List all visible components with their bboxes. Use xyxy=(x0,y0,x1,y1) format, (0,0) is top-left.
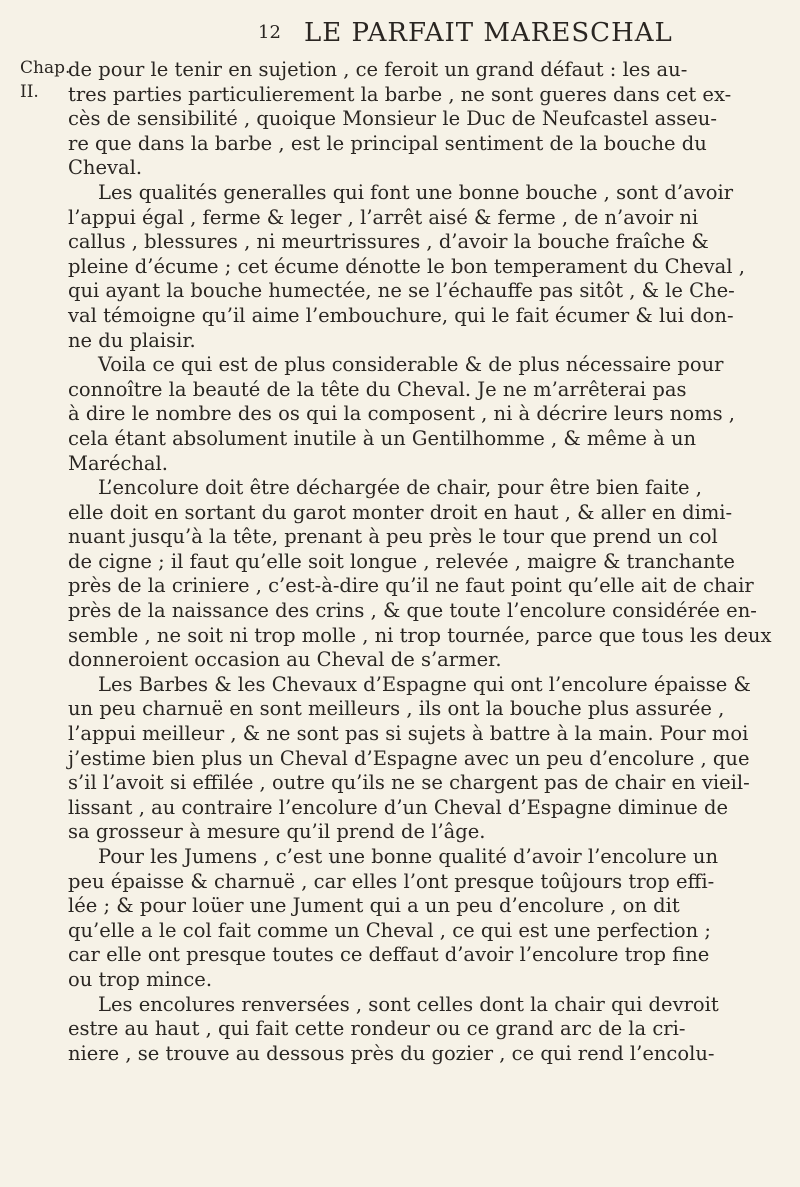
text-line: l’appui meilleur , & ne sont pas si sujets à battre à la main. Pour moi xyxy=(68,722,749,746)
text-line: cela étant absolument inutile à un Gentilhomme , & même à un xyxy=(68,426,697,450)
page-header xyxy=(0,12,800,48)
text-line: donneroient occasion au Cheval de s’armer. xyxy=(68,648,502,672)
text-line: connoître la beauté de la tête du Cheval. Je ne m’arrêterai pas xyxy=(68,377,687,401)
text-line: près de la criniere , c’est-à-dire qu’il ne faut point qu’elle ait de chair xyxy=(68,574,754,598)
text-line: lée ; & pour loüer une Jument qui a un peu d’encolure , on dit xyxy=(68,894,680,918)
text-line: qu’elle a le col fait comme un Cheval , ce qui est une perfection ; xyxy=(68,918,711,942)
text-line: j’estime bien plus un Cheval d’Espagne avec un peu d’encolure , que xyxy=(68,746,750,770)
text-line: re que dans la barbe , est le principal sentiment de la bouche du xyxy=(68,131,707,155)
text-line: niere , se trouve au dessous près du gozier , ce qui rend l’encolu- xyxy=(68,1041,715,1065)
text-line: cès de sensibilité , quoique Monsieur le Duc de Neufcastel asseu- xyxy=(68,107,717,131)
text-line: elle doit en sortant du garot monter droit en haut , & aller en dimi- xyxy=(68,500,733,524)
text-line: val témoigne qu’il aime l’embouchure, qui le fait écumer & lui don- xyxy=(68,303,734,327)
text-line: ou trop mince. xyxy=(68,967,213,991)
text-line: car elle ont presque toutes ce deffaut d’avoir l’encolure trop fine xyxy=(68,943,710,967)
text-line: lissant , au contraire l’encolure d’un Cheval d’Espagne diminue de xyxy=(68,795,729,819)
text-line: nuant jusqu’à la tête, prenant à peu près le tour que prend un col xyxy=(68,525,718,549)
text-line: de pour le tenir en sujetion , ce feroit un grand défaut : les au- xyxy=(68,58,688,81)
text-line: Pour les Jumens , c’est une bonne qualité d’avoir l’encolure un xyxy=(98,845,719,868)
text-line: pleine d’écume ; cet écume dénotte le bon temperament du Cheval , xyxy=(68,254,745,278)
text-line: près de la naissance des crins , & que toute l’encolure considérée en- xyxy=(68,599,757,623)
text-line: tres parties particulierement la barbe , ne sont gueres dans cet ex- xyxy=(68,82,732,106)
text-line: Les qualités generalles qui font une bonne bouche , sont d’avoir xyxy=(98,180,734,204)
text-line: estre au haut , qui fait cette rondeur ou ce grand arc de la cri- xyxy=(68,1017,686,1041)
text-line: Les encolures renversées , sont celles dont la chair qui devroit xyxy=(98,992,719,1016)
chapter-number: II. xyxy=(20,82,39,102)
text-line: L’encolure doit être déchargée de chair, pour être bien faite , xyxy=(98,476,702,500)
text-line: peu épaisse & charnuë , car elles l’ont presque toûjours trop effi- xyxy=(68,869,715,893)
text-line: qui ayant la bouche humectée, ne se l’échauffe pas sitôt , & le Che- xyxy=(68,279,735,303)
text-line: s’il l’avoit si effilée , outre qu’ils ne se chargent pas de chair en vieil- xyxy=(68,771,750,795)
text-line: semble , ne soit ni trop molle , ni trop tournée, parce que tous les deux xyxy=(68,623,772,647)
text-line: sa grosseur à mesure qu’il prend de l’âge. xyxy=(68,820,486,844)
text-line: Les Barbes & les Chevaux d’Espagne qui ont l’encolure épaisse & xyxy=(98,672,751,696)
text-line: ne du plaisir. xyxy=(68,328,196,352)
text-line: de cigne ; il faut qu’elle soit longue , relevée , maigre & tranchante xyxy=(68,549,735,573)
running-title: LE PARFAIT MARESCHAL xyxy=(304,18,673,48)
text-line: callus , blessures , ni meurtrissures , d’avoir la bouche fraîche & xyxy=(68,230,709,254)
chapter-label: Chap. xyxy=(20,58,71,78)
page-number: 12 xyxy=(258,22,281,43)
text-line: un peu charnuë en sont meilleurs , ils ont la bouche plus assurée , xyxy=(68,697,725,721)
text-line: l’appui égal , ferme & leger , l’arrêt aisé & ferme , de n’avoir ni xyxy=(68,205,699,229)
text-line: Maréchal. xyxy=(68,451,168,475)
text-line: à dire le nombre des os qui la composent , ni à décrire leurs noms , xyxy=(68,402,735,426)
body-text xyxy=(68,58,772,1066)
text-line: Voila ce qui est de plus considerable & de plus nécessaire pour xyxy=(98,353,724,377)
text-line: Cheval. xyxy=(68,156,143,180)
